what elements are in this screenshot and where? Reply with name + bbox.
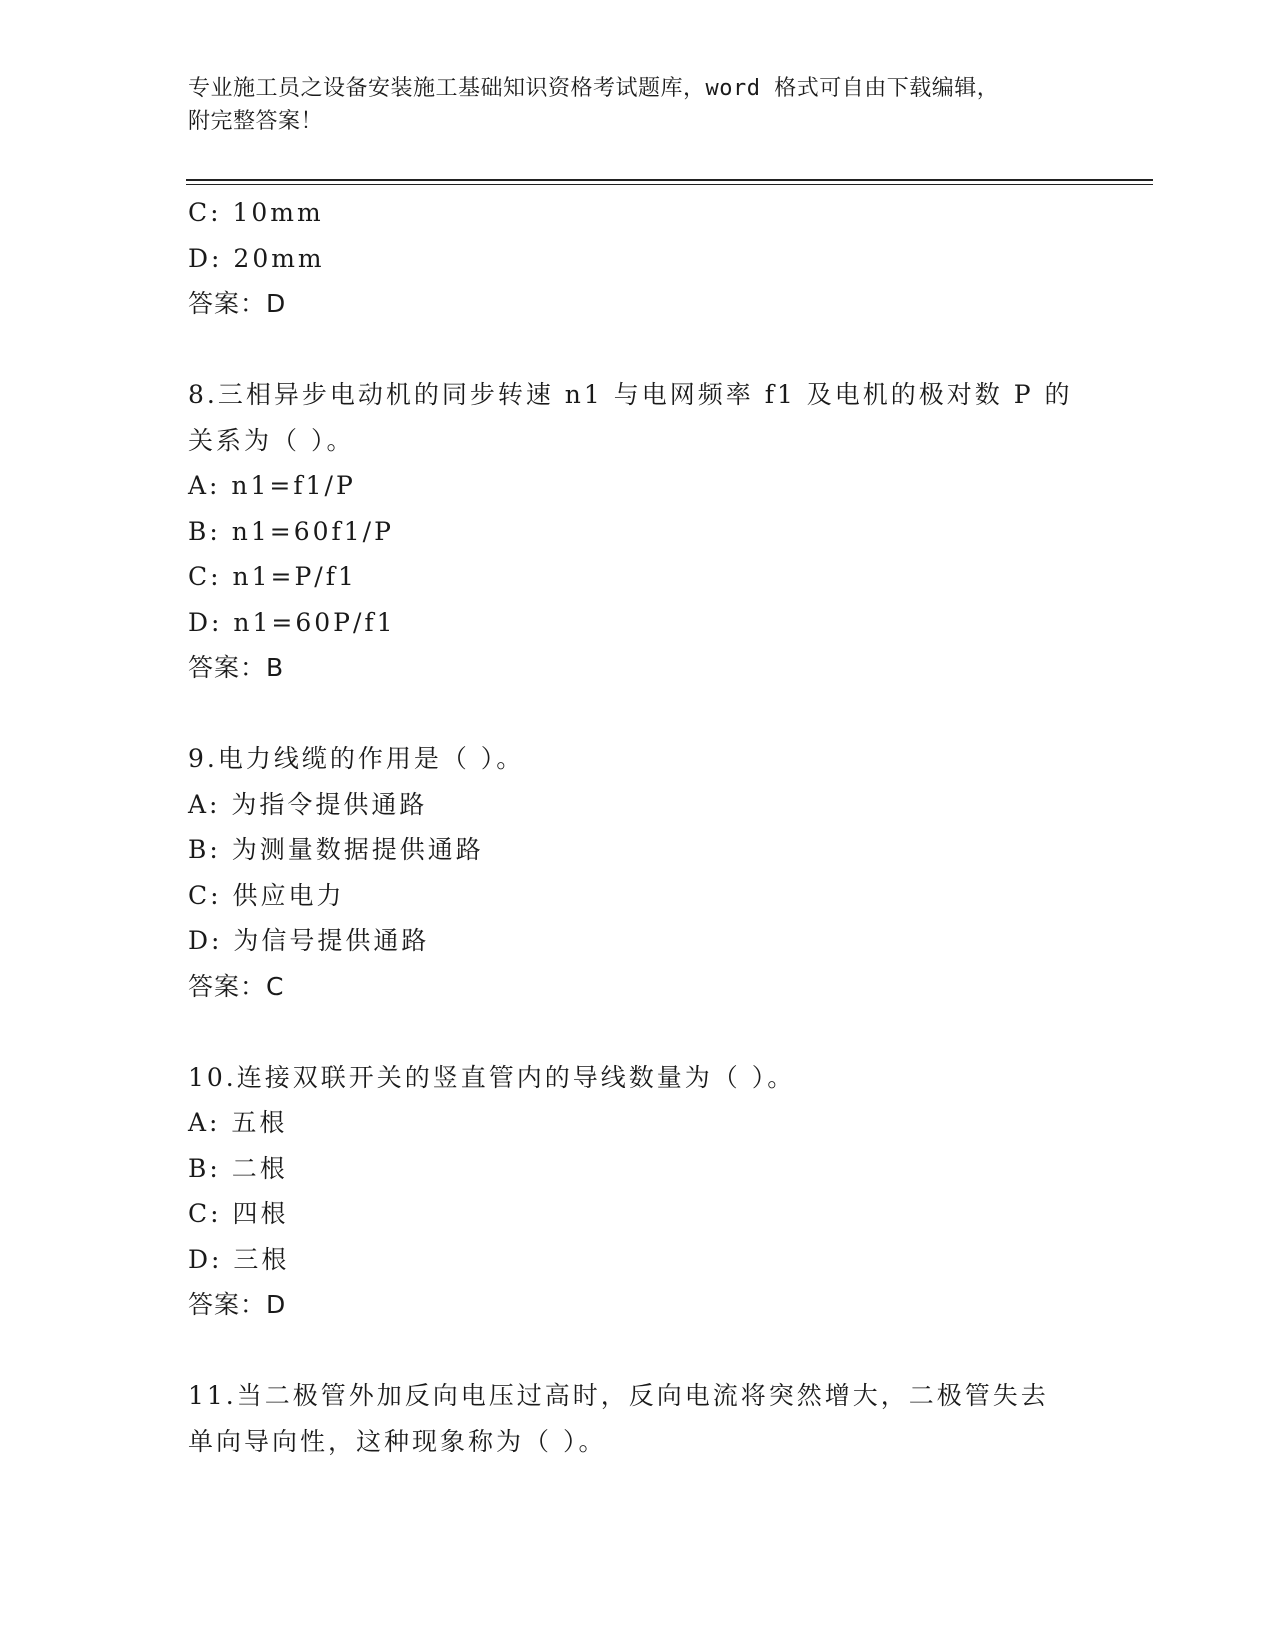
question-8 <box>188 372 1088 691</box>
question-list <box>188 190 1088 1464</box>
option-c: C: 10mm <box>188 198 324 227</box>
question-stem: 单向导向性，这种现象称为（ ）。 <box>188 1426 607 1456</box>
answer: 答案：B <box>188 653 285 682</box>
question-stem: 关系为（ ）。 <box>188 425 355 455</box>
header-rule <box>186 179 1153 181</box>
option-d: D: 为信号提供通路 <box>188 926 430 955</box>
option-d: D: 三根 <box>188 1244 290 1274</box>
option-c: C: n1=P/f1 <box>188 562 357 591</box>
question-stem: 9.电力线缆的作用是（ ）。 <box>188 744 525 773</box>
option-a: A: n1=f1/P <box>188 471 356 500</box>
question-7-continued <box>188 190 1088 327</box>
answer: 答案：D <box>188 1290 287 1319</box>
option-b: B: 二根 <box>188 1153 288 1183</box>
question-stem: 8.三相异步电动机的同步转速 n1 与电网频率 f1 及电机的极对数 P 的 <box>188 380 1073 409</box>
option-b: B: 为测量数据提供通路 <box>188 835 484 864</box>
question-11 <box>188 1373 1088 1464</box>
option-a: A: 为指令提供通路 <box>188 789 428 819</box>
question-stem: 11.当二极管外加反向电压过高时，反向电流将突然增大，二极管失去 <box>188 1381 1049 1410</box>
option-d: D: 20mm <box>188 243 325 273</box>
question-9 <box>188 736 1088 1009</box>
option-a: A: 五根 <box>188 1108 288 1137</box>
answer: 答案：D <box>188 289 287 318</box>
option-b: B: n1=60f1/P <box>188 516 394 546</box>
header-line-2: 附完整答案！ <box>188 109 324 134</box>
header-line-1: 专业施工员之设备安装施工基础知识资格考试题库，word 格式可自由下载编辑， <box>188 76 1000 101</box>
option-c: C: 四根 <box>188 1199 289 1228</box>
option-c: C: 供应电力 <box>188 880 345 910</box>
question-10 <box>188 1055 1088 1328</box>
question-stem: 10.连接双联开关的竖直管内的导线数量为（ ）。 <box>188 1062 796 1092</box>
option-d: D: n1=60P/f1 <box>188 607 396 637</box>
answer: 答案：C <box>188 971 285 1001</box>
header-rule-thin <box>186 184 1153 185</box>
document-header <box>188 72 1088 138</box>
